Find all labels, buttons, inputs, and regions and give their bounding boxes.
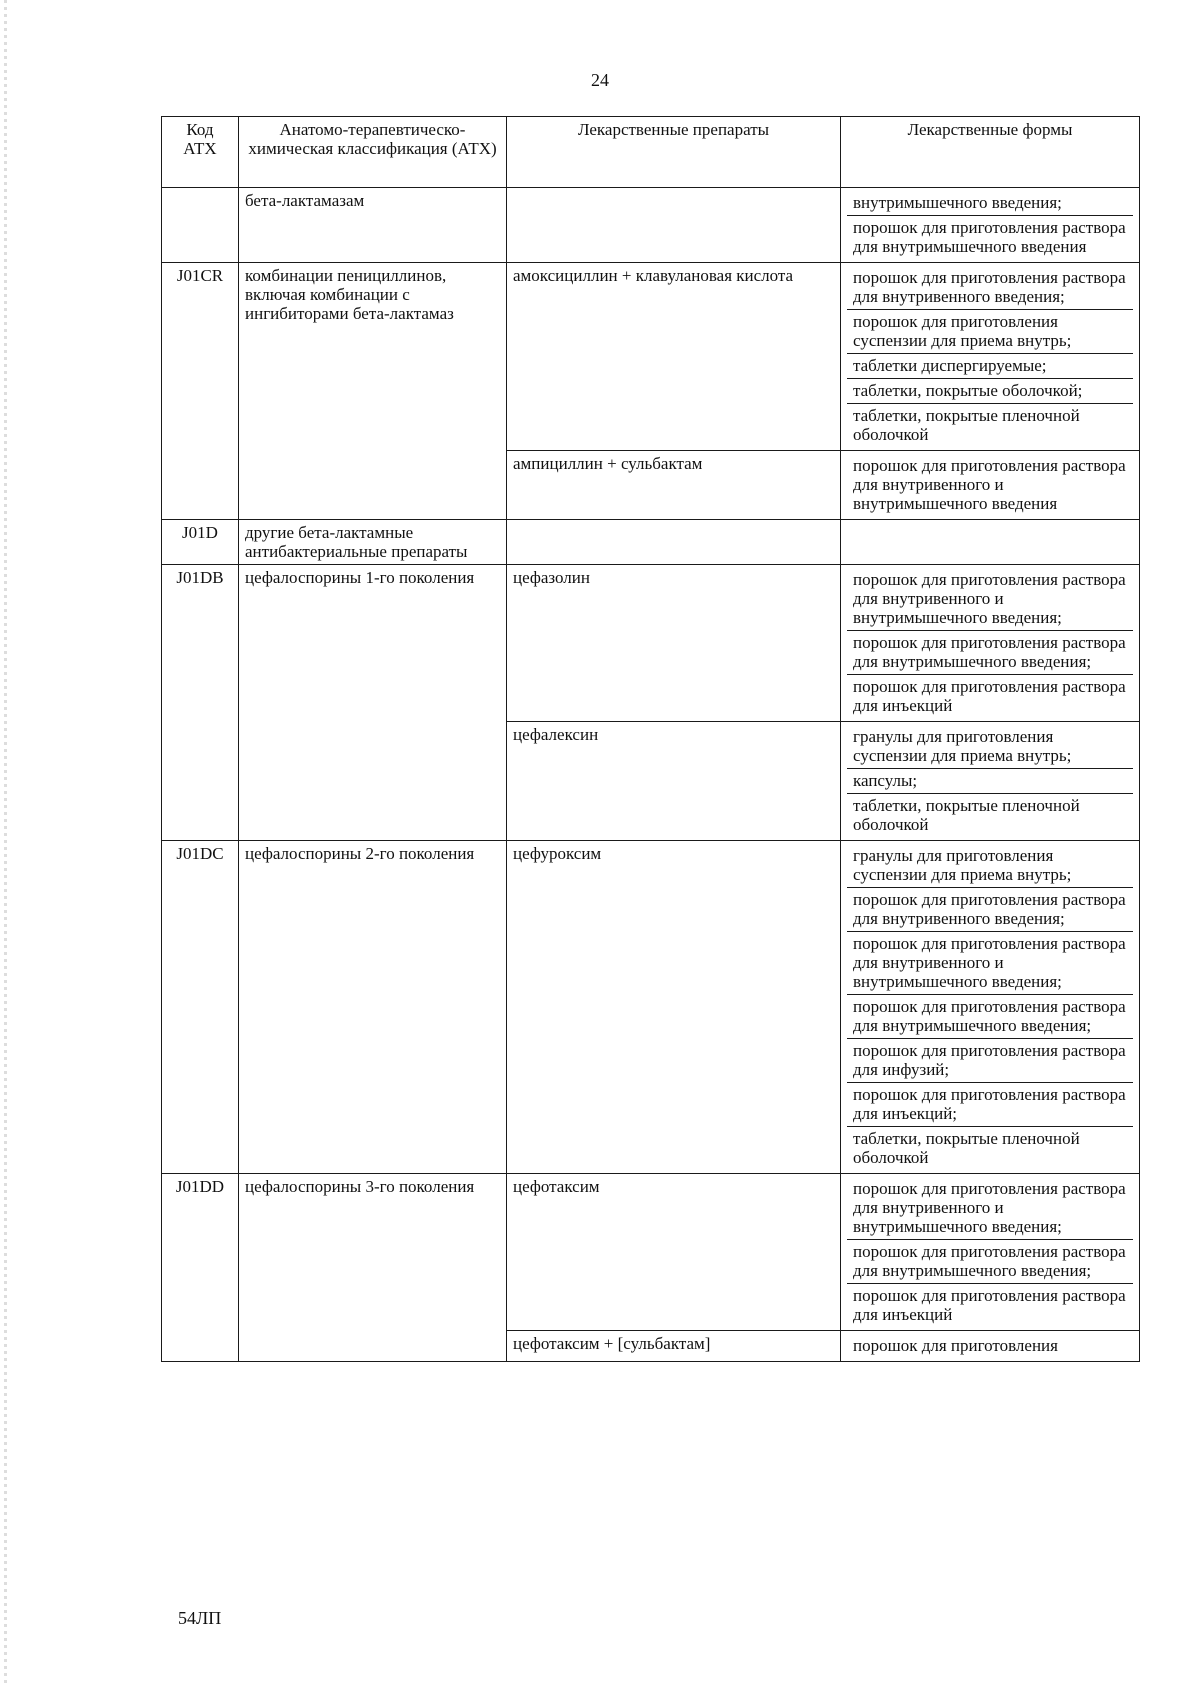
- drug-cell: [507, 188, 841, 263]
- dosage-form-item: порошок для приготовления раствора для инъекций: [853, 677, 1126, 715]
- dosage-form-item: порошок для приготовления раствора для внутримышечного введения;: [847, 1240, 1133, 1284]
- dosage-form-item: порошок для приготовления суспензии для приема внутрь;: [847, 310, 1133, 354]
- dosage-form-item: капсулы;: [847, 769, 1133, 794]
- dosage-forms-cell: [841, 188, 1140, 263]
- dosage-forms-list: [847, 725, 1133, 837]
- footer-doc-code: 54ЛП: [178, 1608, 222, 1628]
- atx-classification-cell: цефалоспорины 2-го поколения: [239, 841, 507, 1174]
- dosage-form-item: гранулы для приготовления суспензии для приема внутрь;: [847, 844, 1133, 888]
- table-body: [162, 188, 1140, 1362]
- dosage-form-item: гранулы для приготовления суспензии для приема внутрь;: [847, 725, 1133, 769]
- drug-cell: амоксициллин + клавулановая кислота: [507, 263, 841, 451]
- dosage-form-item: таблетки, покрытые оболочкой;: [847, 379, 1133, 404]
- atx-code-cell: [162, 188, 239, 263]
- drug-cell: цефалексин: [507, 722, 841, 841]
- dosage-forms-list: [847, 191, 1133, 259]
- table-header-row: [162, 117, 1140, 188]
- dosage-form-item: порошок для приготовления раствора для внутривенного введения;: [847, 266, 1133, 310]
- dosage-form-item: порошок для приготовления раствора для внутривенного и внутримышечного введения;: [847, 568, 1133, 631]
- dosage-forms-cell: [841, 520, 1140, 565]
- dosage-form-item: таблетки, покрытые пленочной оболочкой: [853, 1129, 1080, 1167]
- page-number: 24: [591, 70, 609, 90]
- header-drugs: Лекарственные препараты: [507, 117, 841, 188]
- dosage-form-item: порошок для приготовления раствора для инфузий;: [847, 1039, 1133, 1083]
- scan-edge-artifact: [4, 0, 7, 1686]
- dosage-form-item: порошок для приготовления: [853, 1336, 1058, 1355]
- table-row: [162, 841, 1140, 1174]
- table-row: [162, 188, 1140, 263]
- dosage-forms-cell: [841, 263, 1140, 451]
- dosage-forms-cell: [841, 722, 1140, 841]
- dosage-form-item: порошок для приготовления раствора для внутривенного введения;: [847, 888, 1133, 932]
- drug-cell: цефазолин: [507, 565, 841, 722]
- dosage-form-item: [847, 523, 1133, 528]
- dosage-forms-list: [847, 454, 1133, 516]
- dosage-forms-list: [847, 844, 1133, 1170]
- dosage-form-item: внутримышечного введения;: [847, 191, 1133, 216]
- atx-classification-cell: бета-лактамазам: [239, 188, 507, 263]
- table-row: [162, 1174, 1140, 1331]
- table-row: [162, 565, 1140, 722]
- table-row: [162, 520, 1140, 565]
- dosage-forms-cell: [841, 1331, 1140, 1362]
- dosage-form-item: порошок для приготовления раствора для инъекций;: [847, 1083, 1133, 1127]
- dosage-forms-cell: [841, 451, 1140, 520]
- atx-code-cell: J01DC: [162, 841, 239, 1174]
- atx-classification-cell: другие бета-лактамные антибактериальные препараты: [239, 520, 507, 565]
- dosage-form-item: таблетки, покрытые пленочной оболочкой: [853, 406, 1080, 444]
- table-row: [162, 263, 1140, 451]
- dosage-forms-list: [847, 266, 1133, 447]
- header-forms: Лекарственные формы: [841, 117, 1140, 188]
- header-code: Код АТХ: [162, 117, 239, 188]
- dosage-form-item: порошок для приготовления раствора для внутримышечного введения;: [847, 995, 1133, 1039]
- atx-table: [161, 116, 1140, 1362]
- dosage-form-item: таблетки диспергируемые;: [847, 354, 1133, 379]
- dosage-forms-cell: [841, 841, 1140, 1174]
- atx-classification-cell: цефалоспорины 1-го поколения: [239, 565, 507, 841]
- dosage-forms-list: [847, 568, 1133, 718]
- dosage-form-item: порошок для приготовления раствора для внутримышечного введения;: [847, 631, 1133, 675]
- dosage-forms-list: [847, 1334, 1133, 1358]
- dosage-forms-cell: [841, 565, 1140, 722]
- drug-cell: [507, 520, 841, 565]
- dosage-forms-list: [847, 523, 1133, 528]
- dosage-form-item: порошок для приготовления раствора для инъекций: [853, 1286, 1126, 1324]
- drug-cell: цефотаксим + [сульбактам]: [507, 1331, 841, 1362]
- dosage-form-item: порошок для приготовления раствора для внутримышечного введения: [853, 218, 1126, 256]
- atx-code-cell: J01D: [162, 520, 239, 565]
- atx-code-cell: J01CR: [162, 263, 239, 520]
- header-classification: Анатомо-терапевтическо-химическая классификация (АТХ): [239, 117, 507, 188]
- dosage-form-item: порошок для приготовления раствора для внутривенного и внутримышечного введения;: [847, 1177, 1133, 1240]
- drug-cell: цефотаксим: [507, 1174, 841, 1331]
- atx-classification-cell: комбинации пенициллинов, включая комбинации с ингибиторами бета-лактамаз: [239, 263, 507, 520]
- dosage-forms-cell: [841, 1174, 1140, 1331]
- atx-code-cell: J01DB: [162, 565, 239, 841]
- drug-cell: ампициллин + сульбактам: [507, 451, 841, 520]
- drug-cell: цефуроксим: [507, 841, 841, 1174]
- atx-code-cell: J01DD: [162, 1174, 239, 1362]
- atx-classification-cell: цефалоспорины 3-го поколения: [239, 1174, 507, 1362]
- dosage-form-item: порошок для приготовления раствора для внутривенного и внутримышечного введения: [853, 456, 1126, 513]
- dosage-forms-list: [847, 1177, 1133, 1327]
- dosage-form-item: таблетки, покрытые пленочной оболочкой: [853, 796, 1080, 834]
- dosage-form-item: порошок для приготовления раствора для внутривенного и внутримышечного введения;: [847, 932, 1133, 995]
